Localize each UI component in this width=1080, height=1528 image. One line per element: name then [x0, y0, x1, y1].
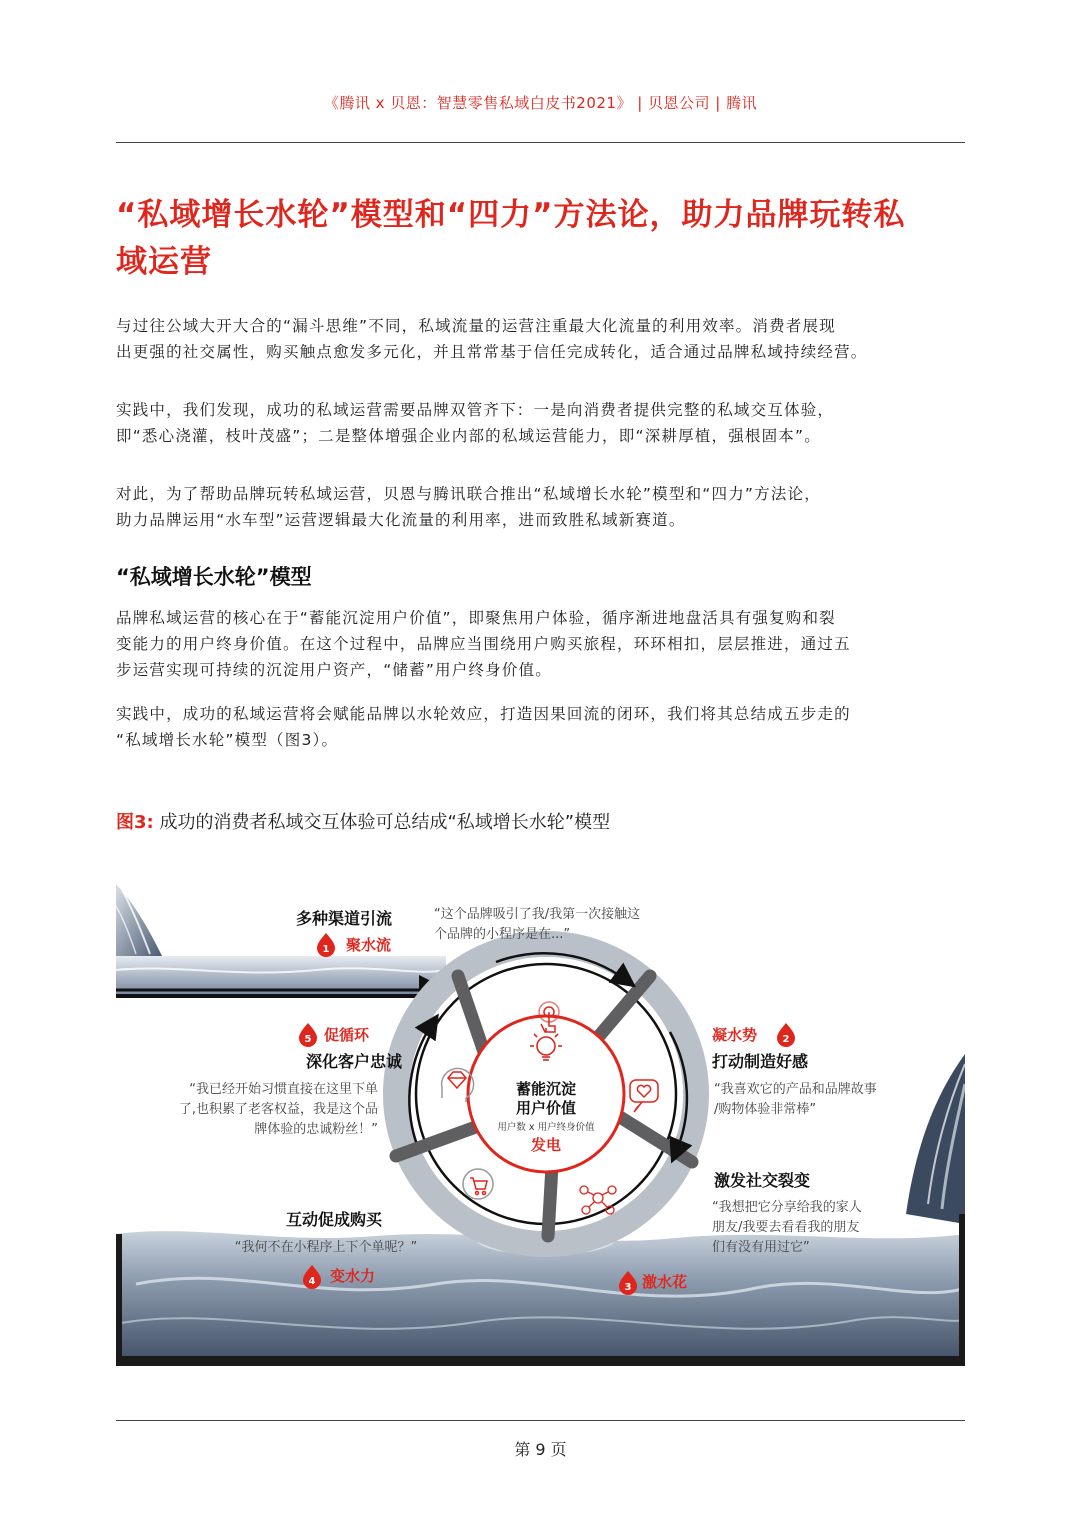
section-heading: “私域增长水轮”模型 [116, 565, 312, 589]
step-5-quote-1: “我已经开始习惯直接在这里下单 [189, 1082, 378, 1097]
header-rule [116, 142, 965, 143]
text-line: 出更强的社交属性，购买触点愈发多元化，并且常常基于信任完成转化，适合通过品牌私域持续经营。 [116, 343, 868, 361]
intro-paragraph-1 [116, 313, 968, 365]
figure-caption-text: 成功的消费者私域交互体验可总结成“私域增长水轮”模型 [159, 812, 611, 833]
step-5-action: 促循环 [324, 1026, 370, 1044]
step-1-badge [317, 933, 335, 957]
step-5-title: 深化客户忠诚 [305, 1052, 402, 1071]
step-1-action: 聚水流 [346, 936, 392, 954]
step-5-badge [299, 1023, 317, 1047]
step-3-number: 3 [624, 1282, 632, 1293]
step-4-action: 变水力 [330, 1267, 376, 1285]
step-2-action: 凝水势 [712, 1026, 758, 1044]
tank-right-wall [959, 1214, 965, 1366]
step-1-title: 多种渠道引流 [295, 909, 393, 928]
water-wheel-svg [116, 884, 965, 1366]
text-line: 变能力的用户终身价值。在这个过程中，品牌应当围绕用户购买旅程，环环相扣，层层推进，通过五 [116, 635, 851, 653]
page-title [116, 192, 976, 286]
footer-rule [116, 1420, 965, 1421]
step-1-quote-2: 个品牌的小程序是在...” [434, 927, 571, 942]
tank-left-wall [116, 1234, 122, 1366]
intro-paragraph-3 [116, 481, 968, 533]
hub-line-1: 蓄能沉淀 [515, 1080, 577, 1098]
hub-formula: 用户数 x 用户终身价值 [497, 1122, 595, 1133]
text-line: 对此，为了帮助品牌玩转私域运营，贝恩与腾讯联合推出“私域增长水轮”模型和“四力”方法论， [116, 485, 821, 503]
hub-output: 发电 [530, 1136, 562, 1154]
right-rock [906, 1054, 965, 1224]
text-line: 实践中，成功的私域运营将会赋能品牌以水轮效应，打造因果回流的闭环，我们将其总结成五步走的 [116, 705, 851, 723]
step-2-quote-1: “我喜欢它的产品和品牌故事 [714, 1082, 877, 1097]
report-header: 《腾讯 x 贝恩：智慧零售私域白皮书2021》 | 贝恩公司 | 腾讯 [323, 94, 758, 112]
text-line: “私域增长水轮”模型（图3）。 [116, 731, 339, 749]
step-3-title: 激发社交裂变 [714, 1171, 811, 1190]
step-3-action: 激水花 [642, 1273, 688, 1291]
water-wheel-diagram [116, 884, 965, 1366]
step-3-quote-3: 们有没有用过它” [712, 1240, 810, 1255]
title-line-2: 域运营 [116, 244, 212, 280]
section-paragraph-1 [116, 605, 968, 683]
step-2-badge [777, 1023, 795, 1047]
inflow-channel [116, 956, 446, 994]
text-line: 步运营实现可持续的沉淀用户资产，“储蓄”用户终身价值。 [116, 661, 552, 679]
text-line: 与过往公域大开大合的“漏斗思维”不同，私域流量的运营注重最大化流量的利用效率。消费者展现 [116, 317, 836, 335]
text-line: 品牌私域运营的核心在于“蓄能沉淀用户价值”，即聚焦用户体验，循序渐进地盘活具有强复购和裂 [116, 609, 836, 627]
step-1-quote-1: “这个品牌吸引了我/我第一次接触这 [434, 907, 641, 922]
step-5-quote-3: 牌体验的忠诚粉丝！” [254, 1122, 378, 1137]
figure-label: 图3: [116, 812, 154, 833]
intro-paragraph-2 [116, 397, 968, 449]
step-1-number: 1 [322, 944, 330, 955]
step-2-quote-2: /购物体验非常棒” [714, 1102, 817, 1117]
section-paragraph-2 [116, 701, 968, 753]
step-2-title: 打动制造好感 [712, 1052, 809, 1071]
step-4-number: 4 [308, 1276, 316, 1287]
step-3-quote-2: 朋友/我要去看看我的朋友 [712, 1220, 860, 1235]
text-line: 助力品牌运用“水车型”运营逻辑最大化流量的利用率，进而致胜私域新赛道。 [116, 511, 686, 529]
hub-line-2: 用户价值 [515, 1099, 577, 1117]
step-4-quote-1: “我何不在小程序上下个单呢？” [234, 1240, 418, 1255]
text-line: 即“悉心浇灌，枝叶茂盛”；二是整体增强企业内部的私域运营能力，即“深耕厚植，强根固本”。 [116, 427, 821, 445]
page-number: 第 9 页 [514, 1440, 567, 1459]
step-4-title: 互动促成购买 [285, 1210, 383, 1229]
step-3-quote-1: “我想把它分享给我的家人 [712, 1200, 862, 1215]
step-2-number: 2 [782, 1034, 790, 1045]
step-5-number: 5 [304, 1034, 312, 1045]
text-line: 实践中，我们发现，成功的私域运营需要品牌双管齐下：一是向消费者提供完整的私域交互体验， [116, 401, 835, 419]
figure-caption [116, 808, 610, 834]
title-line-1: “私域增长水轮”模型和“四力”方法论，助力品牌玩转私 [116, 197, 906, 233]
step-5-quote-2: 了,也积累了老客权益，我是这个品 [178, 1102, 378, 1117]
tank-floor [116, 1356, 965, 1366]
